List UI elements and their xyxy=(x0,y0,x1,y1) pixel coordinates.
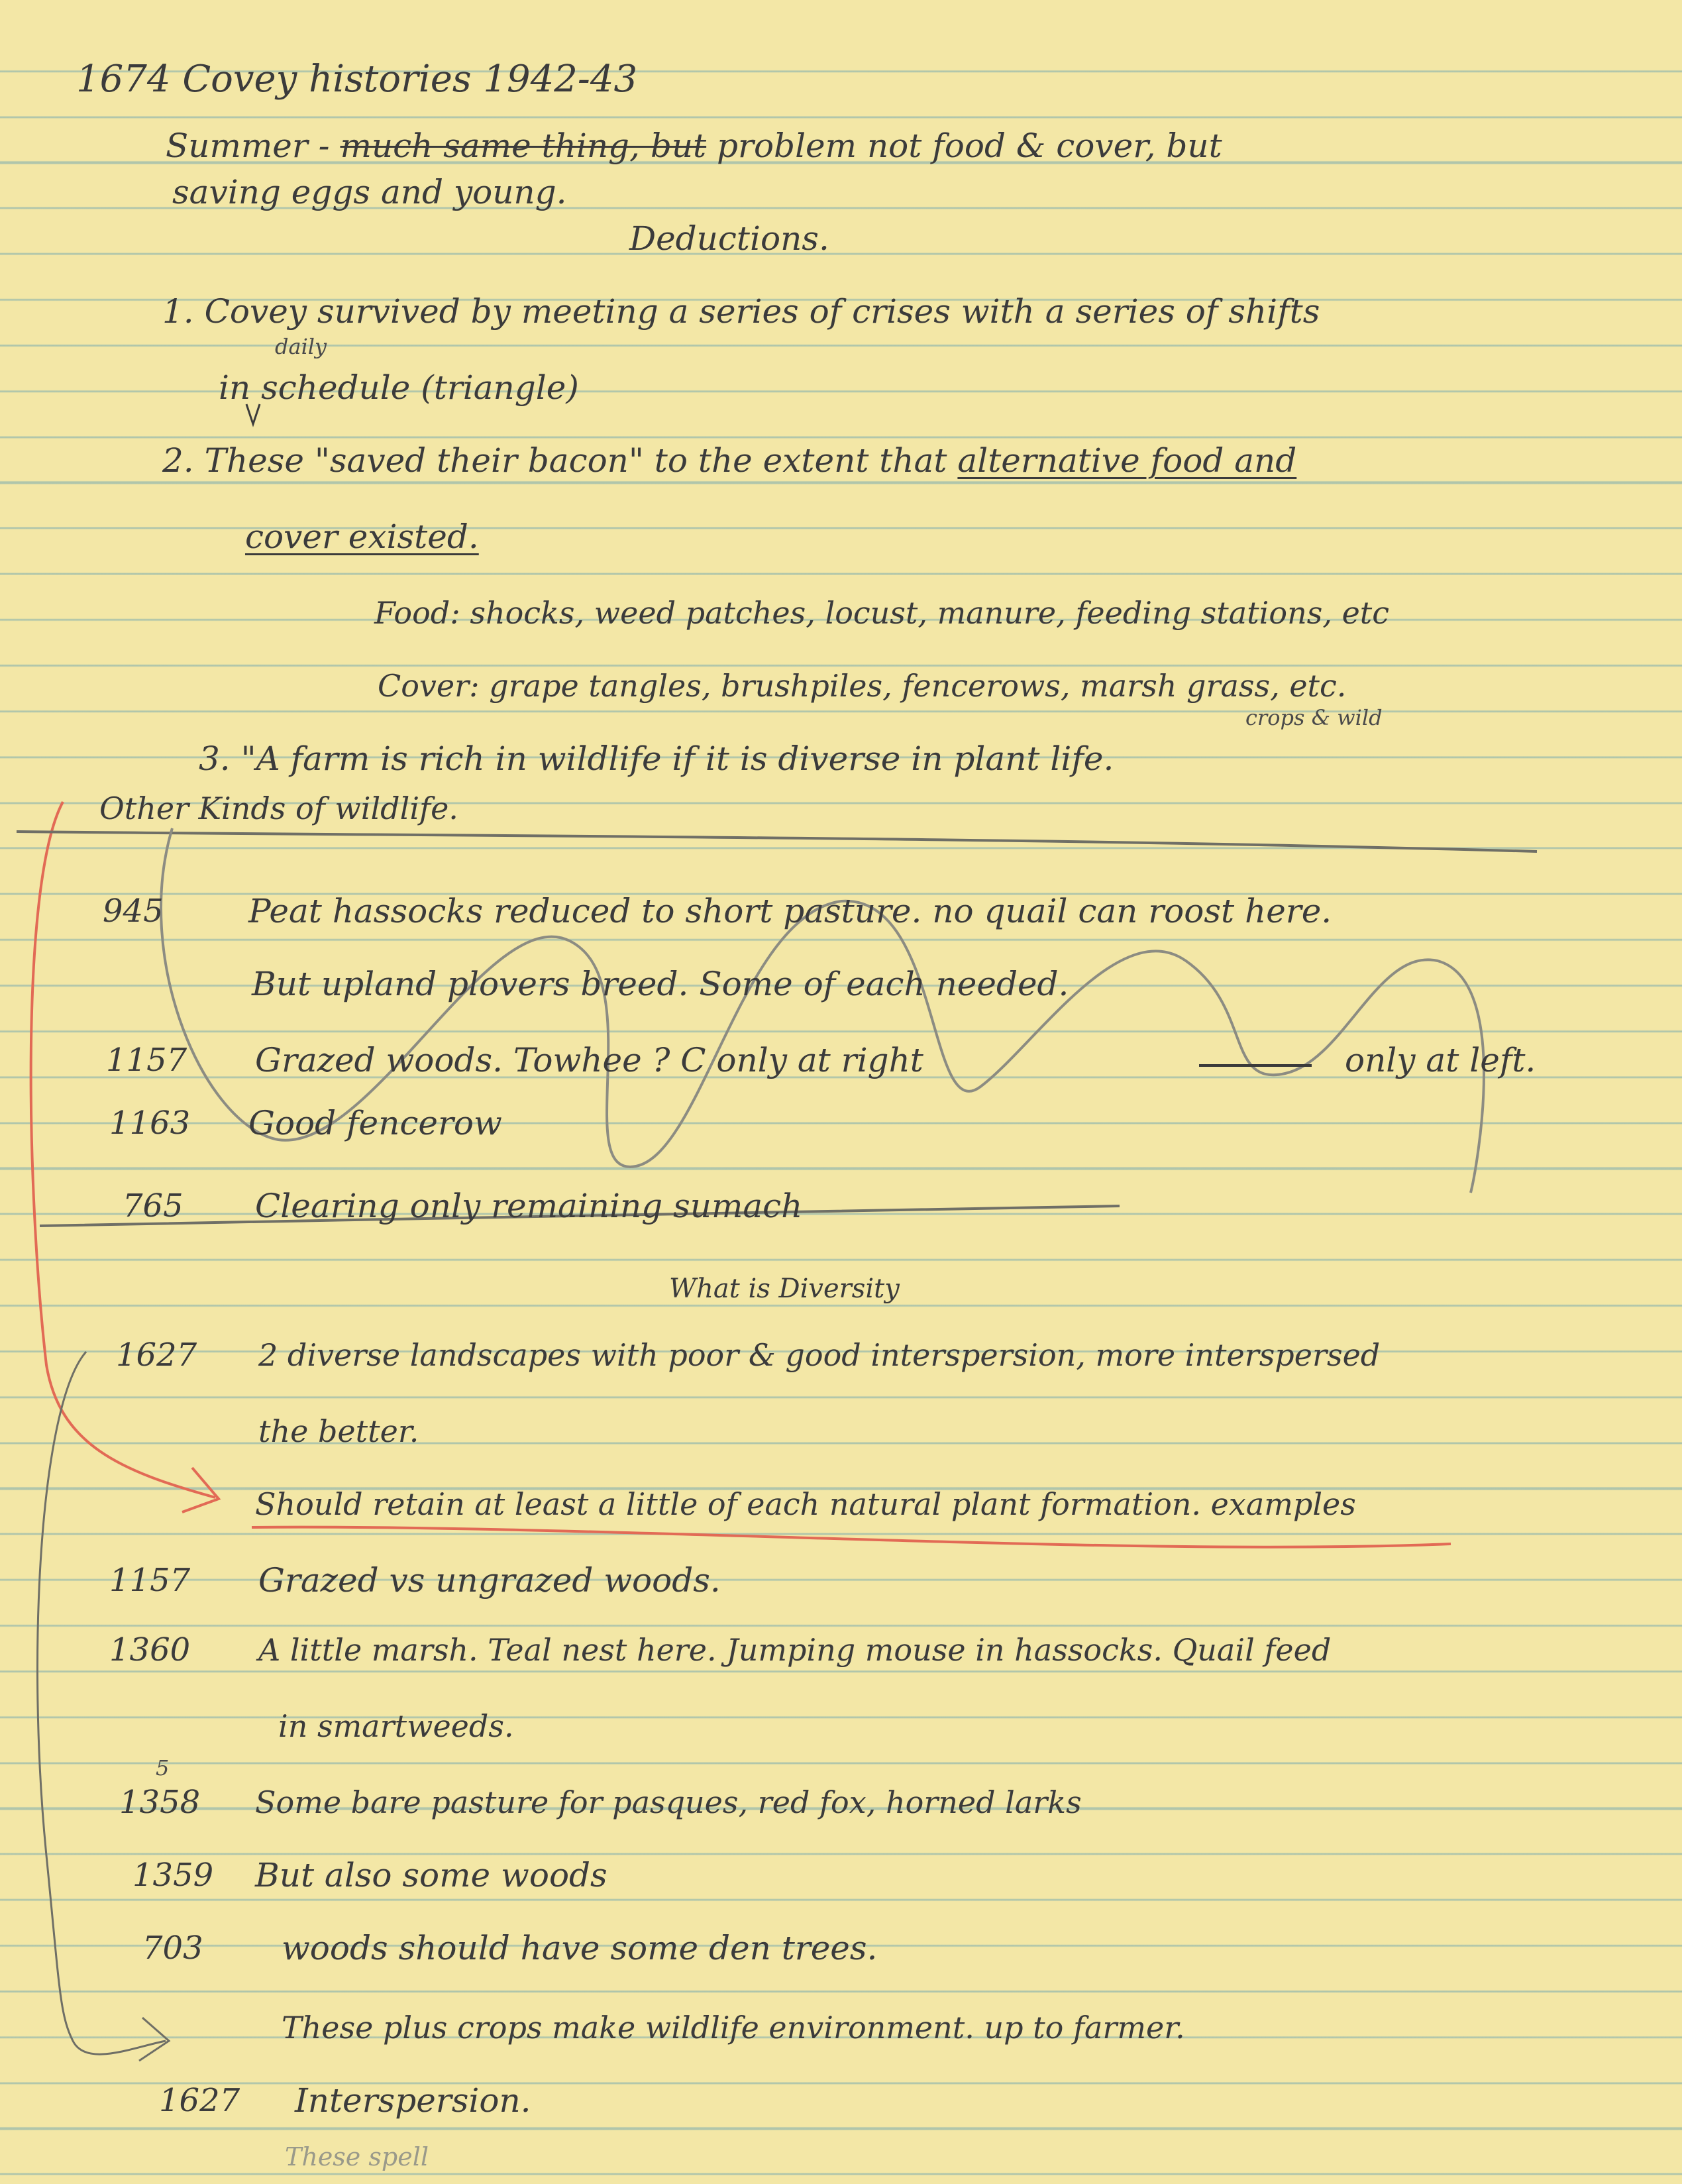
entry-number: 945 xyxy=(103,893,164,930)
entry-number: 1358 xyxy=(119,1784,201,1821)
correction-digit: 5 xyxy=(156,1755,170,1780)
other-kinds-heading: Other Kinds of wildlife. xyxy=(99,791,458,826)
entry-text: A little marsh. Teal nest here. Jumping mouse in hassocks. Quail feed xyxy=(258,1632,1332,1668)
entry-text: Clearing only remaining sumach xyxy=(255,1187,803,1225)
deduction-3 xyxy=(199,739,1114,779)
summer-rest: problem not food & cover, but xyxy=(717,127,1222,165)
pencil-rule-top xyxy=(17,832,1537,851)
deduction-2-text: 2. These "saved their bacon" to the extent that xyxy=(162,441,947,480)
deduction-2-line-1 xyxy=(162,441,1296,480)
deductions-heading: Deductions. xyxy=(629,219,829,258)
entry-number: 1359 xyxy=(132,1857,214,1894)
entry-text: 2 diverse landscapes with poor & good interspersion, more interspersed xyxy=(258,1337,1381,1373)
entry-text-highlighted: Should retain at least a little of each natural plant formation. examples xyxy=(255,1486,1356,1522)
deduction-1-insert: daily xyxy=(275,334,327,359)
deduction-3-end: plant life. xyxy=(953,739,1114,778)
pencil-arrow-head xyxy=(139,2018,169,2061)
deduction-1-line-2: in schedule (triangle) xyxy=(219,368,579,407)
deduction-2-underlined: alternative food and xyxy=(957,441,1297,480)
summer-lead: Summer - xyxy=(166,127,330,165)
summer-line-1 xyxy=(166,126,1222,166)
entry-number: 1627 xyxy=(116,1337,197,1374)
entry-text: But upland plovers breed. Some of each needed. xyxy=(252,965,1069,1003)
deduction-3-insert: crops & wild xyxy=(1245,705,1383,730)
entry-text: Good fencerow xyxy=(248,1104,502,1142)
deduction-2-line-2: cover existed. xyxy=(245,518,479,556)
entry-number: 703 xyxy=(142,1930,203,1967)
entry-text: Some bare pasture for pasques, red fox, horned larks xyxy=(255,1784,1082,1820)
faint-footer-text: These spell xyxy=(285,2142,429,2171)
entry-number: 1627 xyxy=(159,2082,240,2119)
entry-text: Interspersion. xyxy=(295,2081,531,2120)
entry-text: But also some woods xyxy=(255,1856,607,1894)
entry-number: 1360 xyxy=(109,1631,191,1668)
entry-number: 765 xyxy=(123,1187,184,1225)
deduction-1-line-1: 1. Covey survived by meeting a series of crises with a series of shifts xyxy=(162,292,1320,331)
entry-text: These plus crops make wildlife environment. up to farmer. xyxy=(282,2010,1185,2046)
entry-number: 1157 xyxy=(109,1562,191,1599)
entry-text: Peat hassocks reduced to short pasture. no quail can roost here. xyxy=(248,892,1332,930)
food-list: Food: shocks, weed patches, locust, manure, feeding stations, etc xyxy=(374,595,1390,631)
cover-list: Cover: grape tangles, brushpiles, fencerows, marsh grass, etc. xyxy=(378,668,1347,704)
entry-text: Grazed woods. Towhee ? C only at right xyxy=(255,1041,923,1079)
diversity-heading: What is Diversity xyxy=(669,1274,900,1304)
summer-struck-text: much same thing, but xyxy=(340,127,707,165)
deduction-3-text: 3. "A farm is rich in wildlife if it is diverse in xyxy=(199,739,943,778)
entry-number: 1163 xyxy=(109,1105,191,1142)
entry-number: 1157 xyxy=(106,1042,187,1079)
summer-line-2: saving eggs and young. xyxy=(172,173,567,211)
entry-text: woods should have some den trees. xyxy=(282,1929,878,1967)
entry-text: Grazed vs ungrazed woods. xyxy=(258,1561,721,1600)
entry-text: in smartweeds. xyxy=(278,1708,514,1744)
entry-text: the better. xyxy=(258,1413,419,1449)
red-underline xyxy=(252,1527,1451,1547)
entry-text-tail: only at left. xyxy=(1345,1041,1536,1079)
page-title: 1674 Covey histories 1942-43 xyxy=(76,58,638,101)
